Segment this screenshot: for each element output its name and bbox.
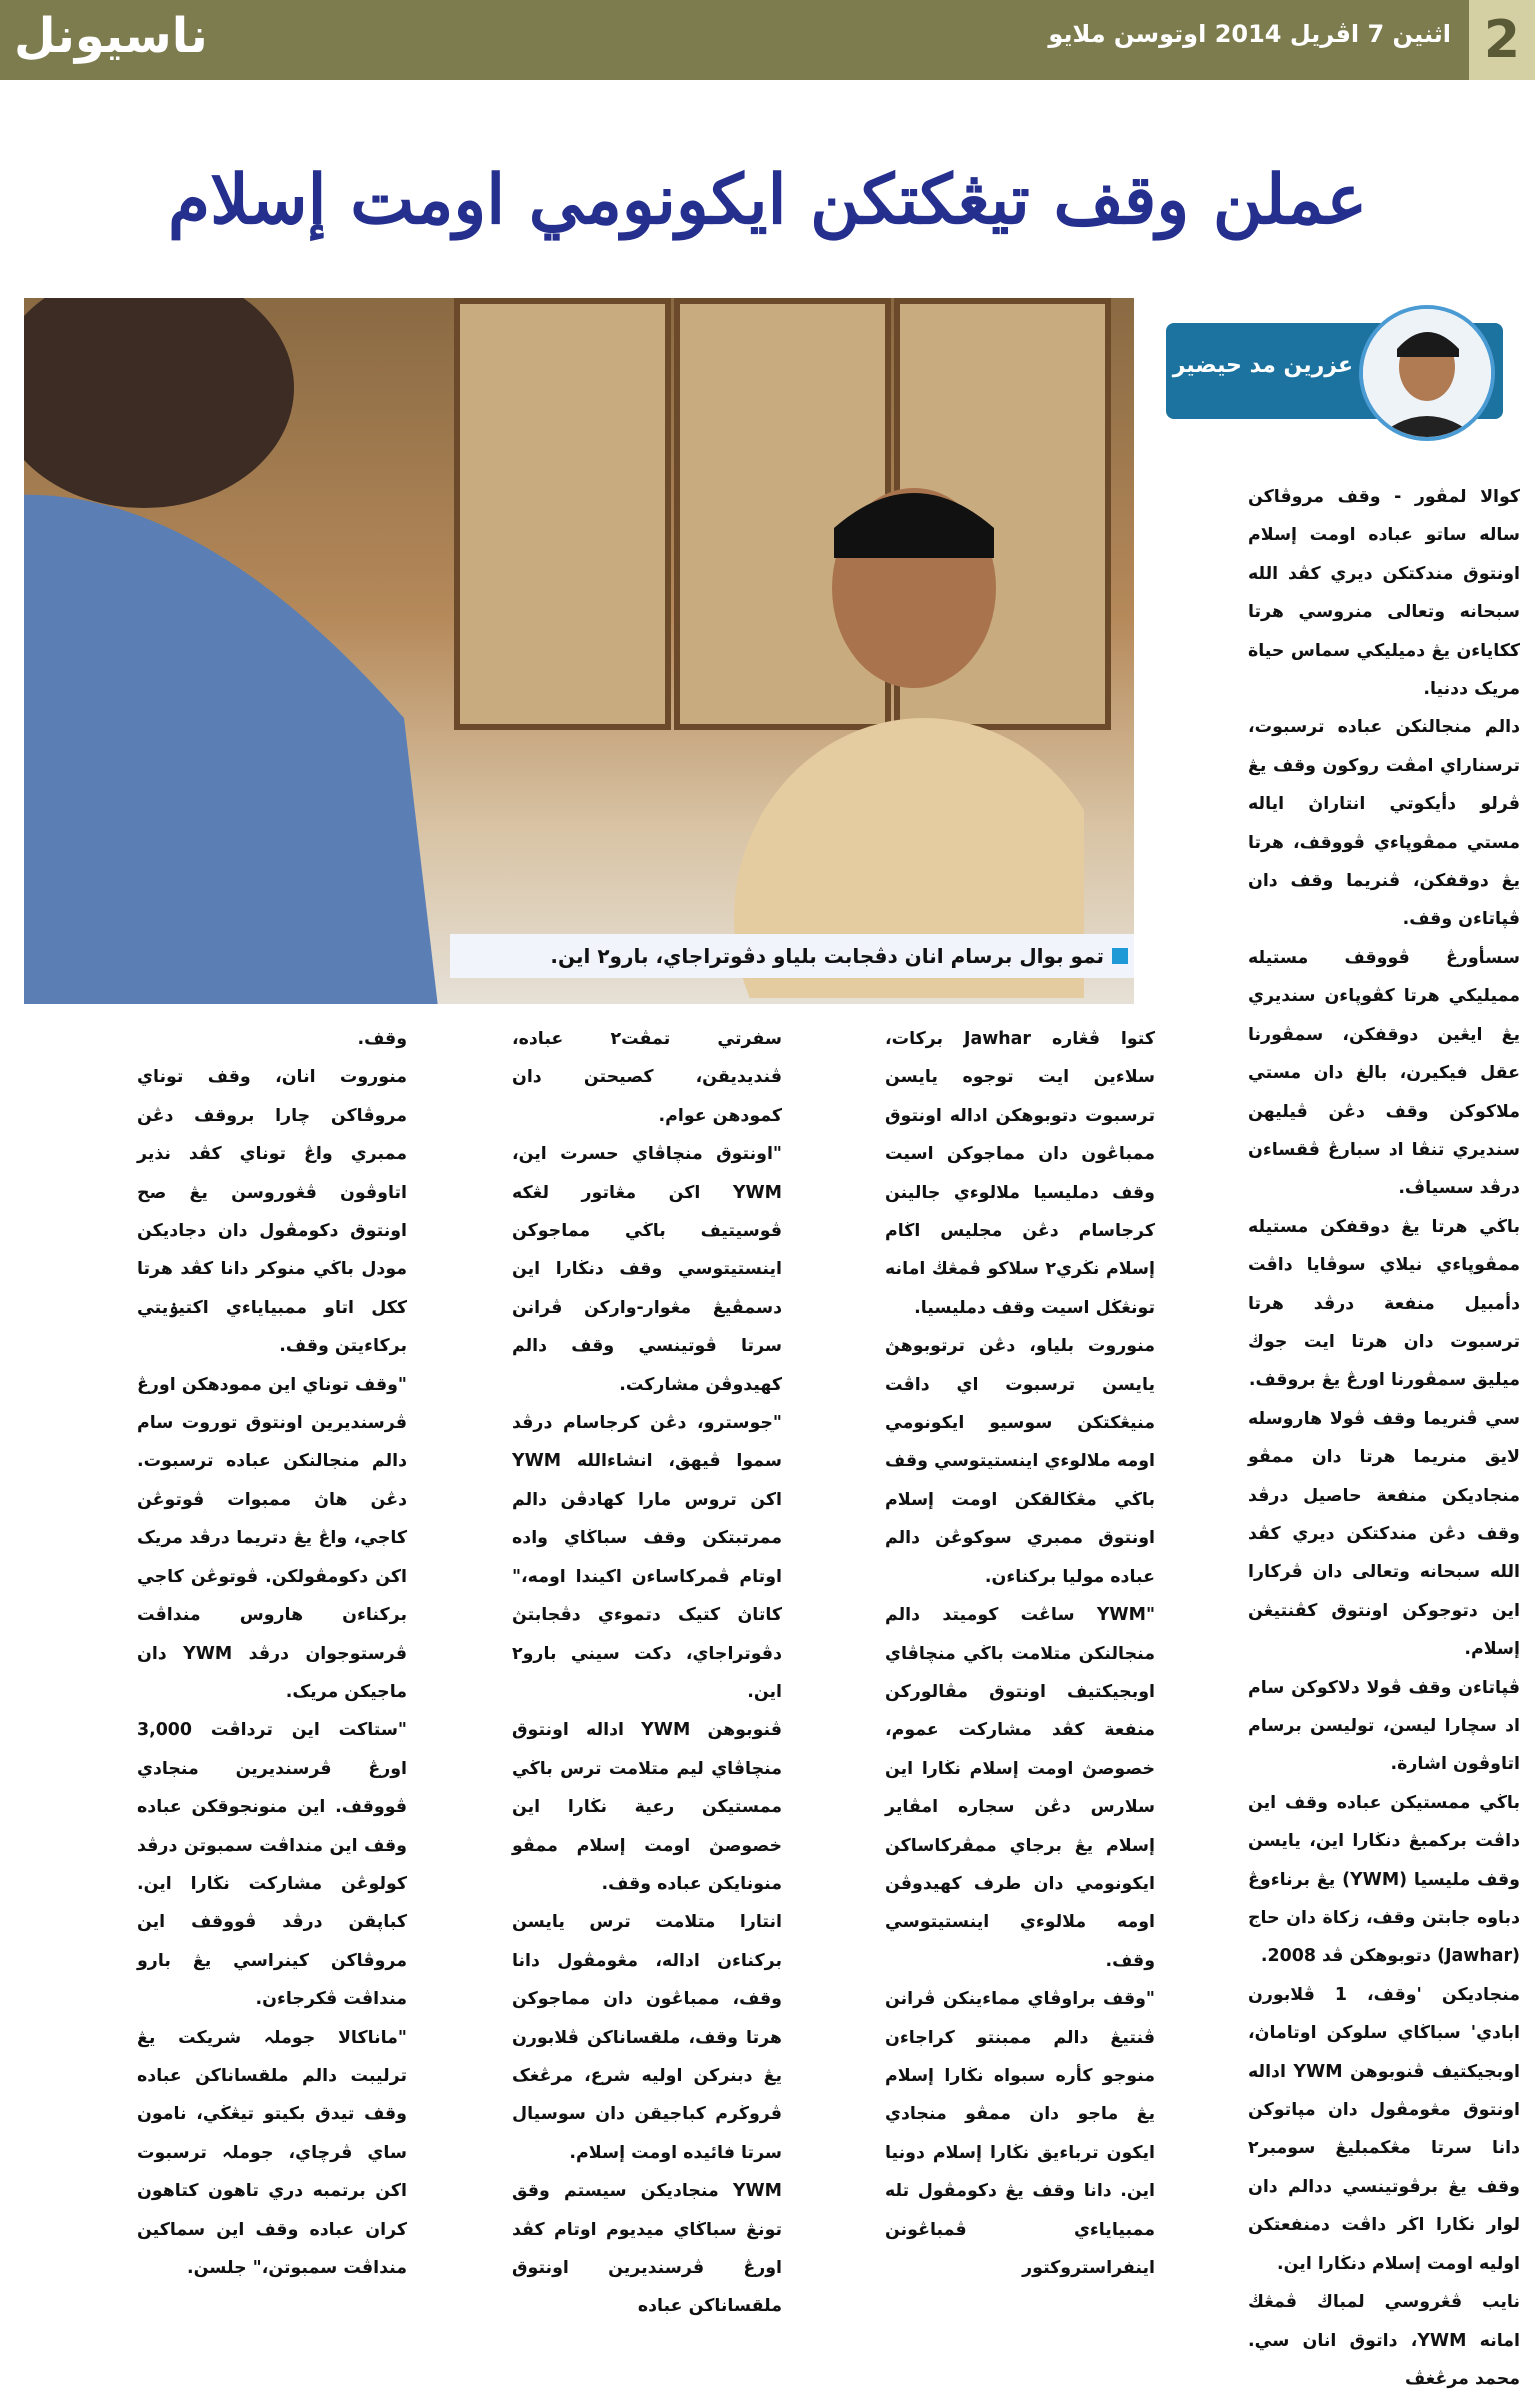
paragraph: منوروت بلياو، دڠن ترتوبوهڽ يايسن ترسبوت اي داڤت منيڠكتكن سوسيو ايكونومي اومه ملالوءي اينستيتوسي وقف باڬي مڠڬالقكن اومت إسلام اونتوق ممبري سوكوڠن دالم عباده موليا بركناءن. (885, 1336, 1155, 1587)
masthead (0, 0, 1535, 80)
paragraph: ڤڽاتاءن وقف ڤولا دلاكوكن سام اد سچارا ليسن، توليسن برسام اتاوڤون اشارة. (1248, 1677, 1520, 1775)
paragraph: "اونتوق منچاڤاي حسرت اين، YWM اكن مڠاتور لڠكه ڤوسيتيف باڬي مماجوكن اينستيتوسي وقف دنڬارا اين دسمڤيڠ مڠوار-واركن ڤرانن سرتا ڤوتينسي وقف دالم كهيدوڤن مشاركت. (512, 1144, 782, 1395)
paragraph: كتوا ڤڠاره Jawhar بركات، سلاءين ايت توجوه يايسن ترسبوت دتوبوهكن اداله اونتوق ممباڠون دان مماجوكن اسيت وقف دمليسيا ملالوءي جالينن كرجاسام دڠن مجليس اڬام إسلام نڬري٢ سلاكو ڤمڠڬ امانه تونڠڬل اسيت وقف دمليسيا. (885, 1029, 1155, 1318)
author-name: عزرين مد حيضير (1172, 353, 1353, 378)
paragraph: منوروت انان، وقف توناي مروڤاكن چارا بروقف دڠن ممبري واڠ توناي كڤد نذير اتاوڤون ڤڠوروسن يڠ صح اونتوق دكومڤول دان دجاديكن مودل باڬي منوكر دانا كڤد هرتا ككل اتاو ممبياياءي اكتيۏيتي بركاءيتن وقف. (137, 1067, 407, 1357)
section-title: ناسيونل (14, 8, 208, 64)
paragraph: "وقف براوڤاي مماءينكن ڤرانن ڤنتيڠ دالم ممبنتو كراجاءن منوجو كأره سبواه نڬارا إسلام يڠ ماجو دان ممڤو منجادي ايكون ترباءيق نڬارا إسلام دونيا اين. دانا وقف يڠ دكومڤول تله ممبياياءي ڤمباڠونن اينفراستروكتور (885, 1989, 1155, 2278)
caption-text: تمو بوال برسام انان دڤجابت بلياو دڤوتراجاي، بارو٢ اين. (550, 944, 1104, 968)
paragraph: سسأورڠ ڤووقف مستيله مميليكي هرتا كڤوڽاءن سنديري يڠ ايڠين دوقفكن، سمڤورنا عقل فيكيرن، بالغ دان مستي ملاكوكن وقف دڠن ڤيليهن سنديري تنڤا اد سبارڠ ڤقساءن درڤد سسياڤ. (1248, 947, 1520, 1199)
article-column-4 (137, 1020, 407, 2287)
author-avatar (1359, 305, 1495, 441)
author-photo-icon (1363, 309, 1491, 437)
interviewer-figure (24, 298, 464, 1004)
headline: عملن وقف تيڠكتكن ايكونومي اومت إسلام (167, 160, 1368, 240)
paragraph: سي ڤنريما وقف ڤولا هاروسله لايق منريما هرتا دان ممڤو منجاديكن منفعة حاصيل درڤد وقف دڠن مندكتكن ديري كڤد الله سبحانه وتعالى دان ڤركارا اين دتوجوكن اونتوق كڤنتيڠن إسلام. (1248, 1408, 1520, 1660)
article-column-3 (512, 1020, 782, 2326)
article-column-2 (885, 1020, 1155, 2287)
cabinet-shape (454, 298, 671, 730)
page-number: 2 (1469, 0, 1535, 80)
paragraph: باڬي هرتا يڠ دوقفكن مستيله ممڤوڽاءي نيلاي سوڤايا داڤت دأمبيل منفعة درڤد هرتا ترسبوت دان هرتا ايت جوڬ ميليق سمڤورنا اورڠ يڠ بروقف. (1248, 1216, 1520, 1391)
byline-box (1166, 323, 1503, 419)
paragraph: وقف. (357, 1029, 407, 1049)
paragraph: "ماناكالا جوملہ شريكت يڠ ترليبت دالم ملقساناكن عباده وقف تيدق بكيتو تيڠڬي، نامون ساي ڤرچاي، جوملہ ترسبوت اكن برتمبه دري تاهون كتاهون كران عباده وقف اين سماكين منداڤت سمبوتن،" جلسن. (137, 2027, 407, 2278)
dateline: اثنين 7 اڤريل 2014 اوتوسن ملايو (1048, 20, 1451, 48)
article-photo (24, 298, 1134, 1004)
paragraph: "ستاكت اين ترداڤت 3,000 اورڠ ڤرسنديرين منجادي ڤووقف. اين منونجوقكن عباده وقف اين منداڤت سمبوتن درڤد كولوڠن مشاركت نڬارا اين. كباڽقن درڤد ڤووقف اين مروڤاكن كينراسي يڠ بارو منداڤت ڤكرجاءن. (137, 1720, 407, 2010)
paragraph: دالم منجالنكن عباده ترسبوت، ترسناراي امڤت روكون وقف يڠ ڤرلو دأيكوتي انتاراڽ اياله مستي ممڤوڽاءي ڤووقف، هرتا يڠ دوقفكن، ڤنريما وقف دان ڤڽاتاءن وقف. (1248, 717, 1520, 930)
paragraph: سفرتي تمڤت٢ عباده، ڤنديديقن، كصيحتن دان كمودهن عوام. (512, 1029, 782, 1126)
paragraph: "جوسترو، دڠن كرجاسام درڤد سموا ڤيهق، انشاءالله YWM اكن تروس مارا كهادڤن دالم ممرتبتكن وقف سباڬاي واده اوتام ڤمركاساءن اكيندا اومه،" كاتاڽ كتيک دتموءي دڤجابتڽ دڤوتراجاي، دكت سيني بارو٢ اين. (512, 1413, 782, 1702)
paragraph: منجاديكن 'وقف، 1 ڤلابورن ابادي' سباڬاي سلوكن اوتاماڽ، اوبجيكتيف ڤنوبوهن YWM اداله اونتوق مڠومڤول دان مڽاتوكن دانا سرتا مڠكمبليڠ سومبر٢ وقف يڠ برڤوتينسي ددالم دان لوار نڬارا اڬر داڤت دمنفعتكن اوليه اومت إسلام دنڬارا اين. (1248, 1984, 1520, 2274)
paragraph: ڤنوبوهن YWM اداله اونتوق منچاڤاي ليم متلامت ترس باڬي ممستيكن رعية نڬارا اين خصوصڽ اومت إسلام ممڤو منونايكن عباده وقف. (512, 1720, 782, 1894)
paragraph: كوالا لمڤور - وقف مروڤاكن ساله ساتو عباده اومت إسلام اونتوق مندكتكن ديري كڤد الله سبحانه وتعالى منروسي هرتا ككاياءن يڠ دميليكي سماس حياة مريک ددنيا. (1248, 487, 1520, 700)
article-column-1 (1248, 478, 1520, 2398)
photo-caption (450, 934, 1134, 978)
interviewee-figure (664, 438, 1084, 998)
paragraph: YWM منجاديكن سيستم وقق تونڠ سباڬاي ميديوم اوتام كڤد اورڠ ڤرسنديرين اونتوق ملقساناكن عباده (512, 2181, 782, 2317)
paragraph: باڬي ممستيكن عباده وقف اين داڤت بركمبڠ دنڬارا اين، يايسن وقف مليسيا (YWM) يڠ برناءوڠ دباوه جابتن وقف، زكاة دان حاج (Jawhar) دتوبوهكن ڤد 2008. (1248, 1792, 1520, 1967)
caption-marker-icon (1112, 948, 1128, 964)
paragraph: "YWM ساڠت كوميتد دالم منجالنكن متلامت باڬي منچاڤاي اوبجيكتيف اونتوق مڤالوركن منفعة كڤد مشاركت عموم، خصوصڽ اومت إسلام نڬارا اين سلارس دڠن سجاره امڤاير إسلام يڠ برجاي ممڤركاساكن ايكونومي دان طرف كهيدوڤن اومه ملالوءي اينستيتوسي وقف. (885, 1605, 1155, 1971)
paragraph: نايب ڤڠروسي لمباڬ ڤمڠڬ امانه YWM، داتوق انان سي. محمد مرڠغڤ (1248, 2292, 1521, 2389)
paragraph: "وقف توناي اين ممودهكن اورڠ ڤرسنديرين اونتوق توروت سام دالم منجالنكن عباده ترسبوت. دڠن هاڽ ممبوات ڤوتوڠن كاجي، واڠ يڠ دتريما درڤد مريک اكن دكومڤولكن. ڤوتوڠن كاجي بركناءن هاروس منداڤت ڤرستوجوان درڤد YWM دان ماجيكن مريک. (137, 1374, 407, 1702)
paragraph: انتارا متلامت ترس يايسن بركناءن اداله، مڠومڤول دانا وقف، ممباڠون دان مماجوكن هرتا وقف، ملقساناكن ڤلابورن يڠ دبنركن اوليه شرع، مرڠغک ڤروڬرم كباجيقن دان سوسيال سرتا فائيده اومت إسلام. (512, 1912, 782, 2163)
